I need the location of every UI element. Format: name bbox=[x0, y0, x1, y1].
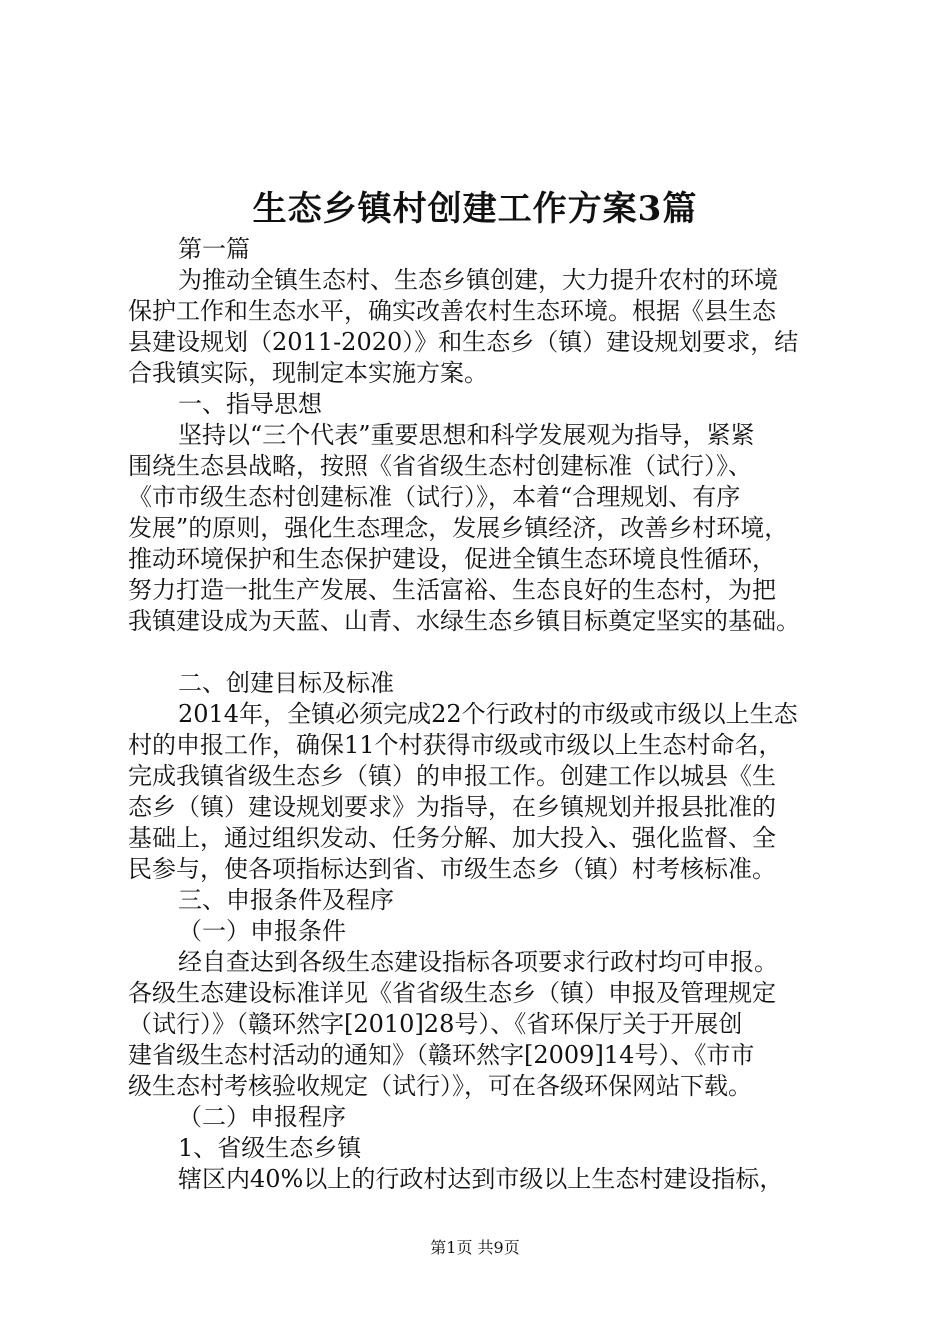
text-line: 各级生态建设标准详见《省省级生态乡（镇）申报及管理规定 bbox=[128, 979, 776, 1007]
document-title: 生态乡镇村创建工作方案3篇 bbox=[252, 189, 698, 229]
text-line: 1、省级生态乡镇 bbox=[178, 1134, 362, 1162]
document-body bbox=[128, 234, 852, 1195]
text-line: 经自查达到各级生态建设指标各项要求行政村均可申报。 bbox=[178, 948, 778, 976]
text-line: 《市市级生态村创建标准（试行）》，本着“合理规划、有序 bbox=[128, 483, 741, 511]
text-line: （二）申报程序 bbox=[178, 1103, 346, 1131]
text-line: 合我镇实际，现制定本实施方案。 bbox=[128, 359, 488, 387]
text-line: 二、创建目标及标准 bbox=[178, 669, 394, 697]
text-line: 努力打造一批生产发展、生活富裕、生态良好的生态村，为把 bbox=[128, 576, 776, 604]
text-line: 完成我镇省级生态乡（镇）的申报工作。创建工作以城县《生 bbox=[128, 762, 776, 790]
text-line: 级生态村考核验收规定（试行）》，可在各级环保网站下载。 bbox=[128, 1072, 752, 1100]
text-line: 态乡（镇）建设规划要求》为指导，在乡镇规划并报县批准的 bbox=[128, 793, 776, 821]
text-line: 村的申报工作，确保11个村获得市级或市级以上生态村命名， bbox=[128, 731, 783, 759]
text-line: 县建设规划（2011-2020）》和生态乡（镇）建设规划要求，结 bbox=[128, 328, 799, 356]
text-line: （一）申报条件 bbox=[178, 917, 346, 945]
text-line: 发展”的原则，强化生态理念，发展乡镇经济，改善乡村环境， bbox=[128, 514, 789, 542]
text-line: 第一篇 bbox=[178, 235, 250, 263]
text-line: 保护工作和生态水平，确实改善农村生态环境。根据《县生态 bbox=[128, 297, 776, 325]
text-line: 坚持以“三个代表”重要思想和科学发展观为指导，紧紧 bbox=[178, 421, 755, 449]
text-line: 建省级生态村活动的通知》（赣环然字[2009]14号）、《市市 bbox=[128, 1041, 755, 1069]
blank-line bbox=[128, 637, 852, 668]
text-line: 围绕生态县战略，按照《省省级生态村创建标准（试行）》、 bbox=[128, 452, 752, 480]
text-line: 基础上，通过组织发动、任务分解、加大投入、强化监督、全 bbox=[128, 824, 776, 852]
text-line: 三、申报条件及程序 bbox=[178, 886, 394, 914]
text-line: 为推动全镇生态村、生态乡镇创建，大力提升农村的环境 bbox=[178, 266, 778, 294]
text-line: 2014年，全镇必须完成22个行政村的市级或市级以上生态 bbox=[178, 700, 798, 728]
text-line: 一、指导思想 bbox=[178, 390, 322, 418]
text-line: 我镇建设成为天蓝、山青、水绿生态乡镇目标奠定坚实的基础。 bbox=[128, 607, 800, 635]
page-footer: 第1页 共9页 bbox=[430, 1238, 520, 1257]
text-line: 辖区内40%以上的行政村达到市级以上生态村建设指标， bbox=[178, 1165, 784, 1193]
text-line: 推动环境保护和生态保护建设，促进全镇生态环境良性循环， bbox=[128, 545, 776, 573]
text-line: （试行）》（赣环然字[2010]28号）、《省环保厅关于开展创 bbox=[128, 1010, 743, 1038]
text-line: 民参与，使各项指标达到省、市级生态乡（镇）村考核标准。 bbox=[128, 855, 776, 883]
